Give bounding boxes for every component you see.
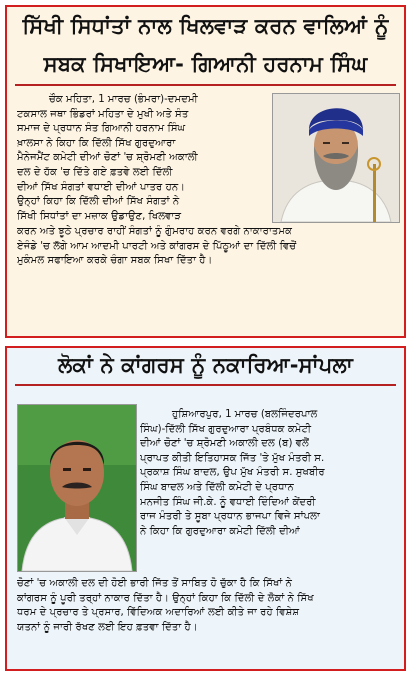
- headline-divider: [15, 384, 396, 386]
- body-line: ਮੁਕੰਮਲ ਸਫਾਇਆ ਕਰਕੇ ਚੰਗਾ ਸਬਕ ਸਿਖਾ ਦਿੱਤਾ ਹੈ।: [17, 255, 213, 267]
- body-line: ਪ੍ਰਾਪਤ ਕੀਤੀ ਇਤਿਹਾਸਕ ਜਿੱਤ 'ਤੇ ਮੁੱਖ ਮੰਤਰੀ ਸ.: [140, 452, 325, 464]
- article-sampla: [5, 346, 406, 671]
- headline-line-1: ਸਿੱਖੀ ਸਿਧਾਂਤਾਂ ਨਾਲ ਖਿਲਵਾੜ ਕਰਨ ਵਾਲਿਆਂ ਨੂੰ: [22, 14, 389, 38]
- portrait-photo-vijay-sampla: [17, 404, 137, 572]
- body-line: ਮੈਨੇਜਮੈਂਟ ਕਮੇਟੀ ਦੀਆਂ ਚੋਣਾਂ 'ਚ ਸ਼੍ਰੋਮਣੀ ਅਕਾਲੀ: [17, 152, 198, 164]
- article-body-lower: [17, 225, 395, 269]
- portrait-photo-giani-harnam-singh: [272, 93, 400, 223]
- body-line: ਦਲ ਦੇ ਹੱਕ 'ਚ ਦਿੱਤੇ ਗਏ ਫ਼ਤਵੇ ਲਈ ਦਿੱਲੀ: [17, 166, 173, 178]
- body-line: ਨੇ ਕਿਹਾ ਕਿ ਗੁਰਦੁਆਰਾ ਕਮੇਟੀ ਦਿੱਲੀ ਦੀਆਂ: [140, 525, 301, 537]
- body-line: ਸਿੰਘ ਬਾਦਲ ਅਤੇ ਦਿੱਲੀ ਕਮੇਟੀ ਦੇ ਪ੍ਰਧਾਨ: [140, 481, 294, 493]
- body-line: ਦੀਆਂ ਚੋਣਾਂ 'ਚ ਸ਼੍ਰੋਮਣੀ ਅਕਾਲੀ ਦਲ (ਬ) ਵਲੋਂ: [140, 438, 309, 450]
- body-line: ਚੋਣਾਂ 'ਚ ਅਕਾਲੀ ਦਲ ਦੀ ਹੋਈ ਭਾਰੀ ਜਿੱਤ ਤੋਂ ਸਾਬਿਤ ਹੋ ਚੁੱਕਾ ਹੈ ਕਿ ਸਿੱਖਾਂ ਨੇ: [17, 578, 292, 589]
- body-line: ਦੀਆਂ ਸਿੱਖ ਸੰਗਤਾਂ ਵਧਾਈ ਦੀਆਂ ਪਾਤਰ ਹਨ।: [17, 181, 186, 193]
- body-line: ਸਿੱਖੀ ਸਿਧਾਂਤਾਂ ਦਾ ਮਜ਼ਾਕ ਉਡਾਉਣ, ਖਿਲਵਾੜ: [17, 210, 182, 222]
- body-line: ਚੌਕ ਮਹਿਤਾ, 1 ਮਾਰਚ (ਭੰਮਰਾ)-ਦਮਦਮੀ: [49, 94, 198, 105]
- body-line: ਕਾਂਗਰਸ ਨੂੰ ਪੂਰੀ ਤਰ੍ਹਾਂ ਨਾਕਾਰ ਦਿੱਤਾ ਹੈ। ਉਨ੍ਹਾਂ ਕਿਹਾ ਕਿ ਦਿੱਲੀ ਦੇ ਲੋਕਾਂ ਨੇ ਸਿੱਖ: [17, 592, 314, 604]
- article-body-upper: [17, 93, 267, 224]
- headline: ਲੋਕਾਂ ਨੇ ਕਾਂਗਰਸ ਨੂੰ ਨਕਾਰਿਆ-ਸਾਂਪਲਾ: [58, 353, 353, 377]
- body-line: ਟਕਸਾਲ ਜਥਾ ਭਿੰਡਰਾਂ ਮਹਿਤਾ ਦੇ ਮੁਖੀ ਅਤੇ ਸੰਤ: [17, 108, 189, 120]
- article-body-upper: [140, 408, 398, 539]
- body-line: ਧਰਮ ਦੇ ਪ੍ਰਚਾਰ ਤੇ ਪ੍ਰਸਾਰ, ਵਿੱਦਿਅਕ ਅਦਾਰਿਆਂ ਲਈ ਕੀਤੇ ਜਾ ਰਹੇ ਵਿਸ਼ੇਸ਼: [17, 607, 300, 619]
- body-line: ਹੁਸ਼ਿਆਰਪੁਰ, 1 ਮਾਰਚ (ਬਲਜਿੰਦਰਪਾਲ: [172, 409, 318, 420]
- body-line: ਖ਼ਾਲਸਾ ਨੇ ਕਿਹਾ ਕਿ ਦਿੱਲੀ ਸਿੱਖ ਗੁਰਦੁਆਰਾ: [17, 137, 176, 149]
- portrait-illustration: [18, 405, 136, 571]
- body-line: ਸਿੰਘ)-ਦਿੱਲੀ ਸਿੱਖ ਗੁਰਦੁਆਰਾ ਪ੍ਰਬੰਧਕ ਕਮੇਟੀ: [140, 423, 312, 435]
- portrait-illustration: [273, 94, 399, 222]
- body-line: ਯਤਨਾਂ ਨੂੰ ਜਾਰੀ ਰੱਖਣ ਲਈ ਇਹ ਫ਼ਤਵਾ ਦਿੱਤਾ ਹੈ।: [17, 621, 198, 633]
- body-line: ਪ੍ਰਕਾਸ਼ ਸਿੰਘ ਬਾਦਲ, ਉਪ ਮੁੱਖ ਮੰਤਰੀ ਸ. ਸੁਖਬੀਰ: [140, 467, 325, 479]
- body-line: ਰਾਜ ਮੰਤਰੀ ਤੇ ਸੂਬਾ ਪ੍ਰਧਾਨ ਭਾਜਪਾ ਵਿਜੇ ਸਾਂਪਲਾ: [140, 511, 320, 523]
- body-line: ਸਮਾਜ ਦੇ ਪ੍ਰਧਾਨ ਸੰਤ ਗਿਆਨੀ ਹਰਨਾਮ ਸਿੰਘ: [17, 123, 186, 135]
- headline-line-2: ਸਬਕ ਸਿਖਾਇਆ- ਗਿਆਨੀ ਹਰਨਾਮ ਸਿੰਘ: [43, 52, 368, 76]
- body-line: ਮਨਜੀਤ ਸਿੰਘ ਜੀ.ਕੇ. ਨੂੰ ਵਧਾਈ ਦਿੰਦਿਆਂ ਕੇਂਦਰੀ: [140, 496, 316, 508]
- body-line: ਏਜੰਡੇ 'ਚ ਲੱਗੇ ਆਮ ਆਦਮੀ ਪਾਰਟੀ ਅਤੇ ਕਾਂਗਰਸ ਦੇ ਪਿੱਠੂਆਂ ਦਾ ਦਿੱਲੀ ਵਿਚੋਂ: [17, 240, 297, 252]
- headline-divider: [15, 84, 396, 86]
- article-body-lower: [17, 577, 398, 635]
- article-giani-harnam-singh: [5, 5, 406, 338]
- body-line: ਕਰਨ ਅਤੇ ਝੂਠੇ ਪ੍ਰਚਾਰ ਰਾਹੀਂ ਸੰਗਤਾਂ ਨੂੰ ਗੁੰਮਰਾਹ ਕਰਨ ਵਰਗੇ ਨਾਕਾਰਾਤਮਕ: [17, 226, 293, 237]
- body-line: ਉਨ੍ਹਾਂ ਕਿਹਾ ਕਿ ਦਿੱਲੀ ਦੀਆਂ ਸਿੱਖ ਸੰਗਤਾਂ ਨੇ: [17, 196, 180, 208]
